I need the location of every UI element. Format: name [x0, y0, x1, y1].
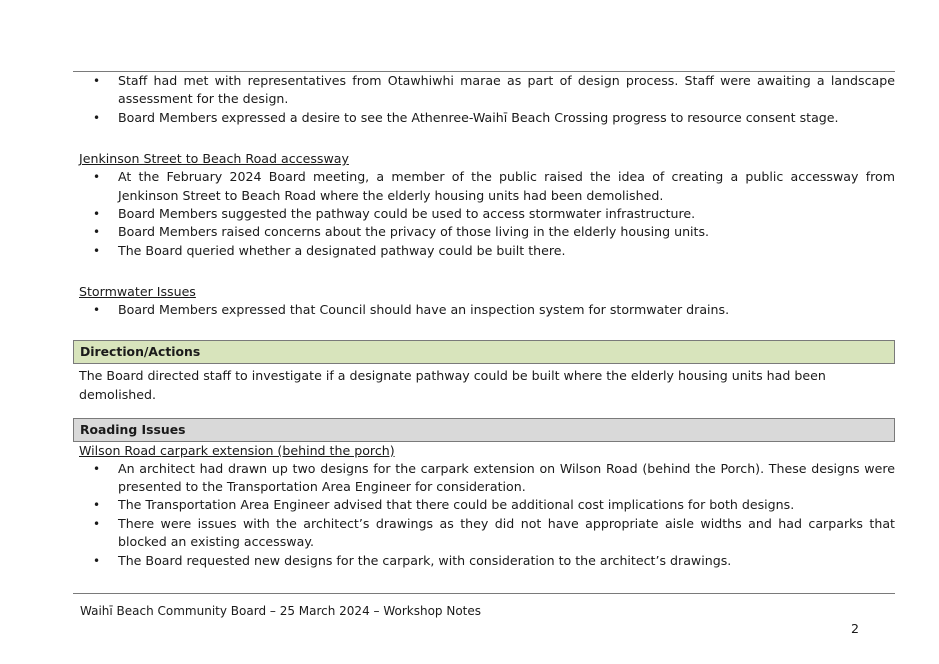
roading-bullet-list	[73, 460, 895, 570]
stormwater-heading: Stormwater Issues	[79, 284, 196, 300]
roading-issues-heading: Roading Issues	[73, 418, 895, 442]
footer-rule	[73, 593, 895, 594]
stormwater-bullet-list	[73, 301, 895, 319]
footer-text: Waihī Beach Community Board – 25 March 2024 – Workshop Notes	[80, 604, 482, 618]
page-number: 2	[851, 621, 860, 636]
wilson-road-heading: Wilson Road carpark extension (behind the porch)	[79, 442, 395, 458]
list-item: • The Board requested new designs for the carpark, with consideration to the architect’s drawings.	[118, 552, 895, 570]
athenree-bullet-list	[73, 72, 895, 127]
list-item: • Staff had met with representatives from Otawhiwhi marae as part of design process. Staff were awaiting a landscape assessment for the design.	[118, 72, 895, 109]
list-item: • At the February 2024 Board meeting, a member of the public raised the idea of creating a public accessway from Jenkinson Street to Beach Road where the elderly housing units had been demolished.	[118, 168, 895, 205]
list-item: • Board Members expressed a desire to see the Athenree-Waihī Beach Crossing progress to resource consent stage.	[118, 109, 895, 127]
direction-actions-heading: Direction/Actions	[73, 340, 895, 364]
jenkinson-heading: Jenkinson Street to Beach Road accessway	[79, 151, 349, 167]
list-item: • Board Members suggested the pathway could be used to access stormwater infrastructure.	[118, 205, 895, 223]
document-body	[73, 72, 895, 570]
jenkinson-bullet-list	[73, 168, 895, 260]
direction-actions-text: The Board directed staff to investigate if a designate pathway could be built where the elderly housing units had been demolished.	[79, 367, 826, 402]
list-item: • Board Members raised concerns about the privacy of those living in the elderly housing units.	[118, 223, 895, 241]
list-item: • An architect had drawn up two designs for the carpark extension on Wilson Road (behind the Porch). These designs were presented to the Transportation Area Engineer for consideration.	[118, 460, 895, 497]
list-item: • The Board queried whether a designated pathway could be built there.	[118, 242, 895, 260]
list-item: • There were issues with the architect’s drawings as they did not have appropriate aisle widths and had carparks that blocked an existing accessway.	[118, 515, 895, 552]
list-item: • The Transportation Area Engineer advised that there could be additional cost implications for both designs.	[118, 496, 895, 514]
list-item: • Board Members expressed that Council should have an inspection system for stormwater drains.	[118, 301, 895, 319]
